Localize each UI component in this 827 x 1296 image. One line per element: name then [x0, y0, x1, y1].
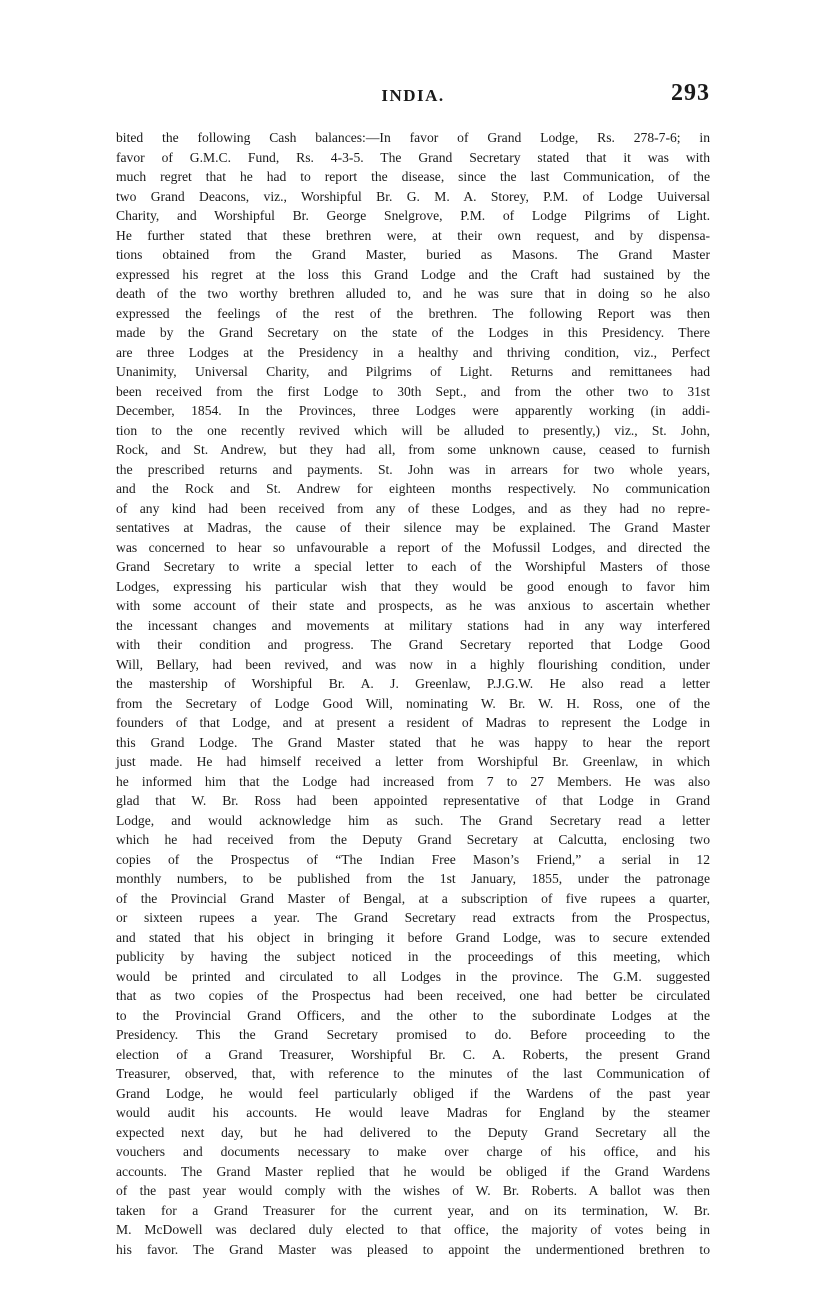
text-line: or sixteen rupees a year. The Grand Secretary read extracts from the Prospectus, — [116, 910, 710, 925]
text-line: M. McDowell was declared duly elected to that office, the majority of votes being in — [116, 1222, 710, 1237]
text-line: bited the following Cash balances:—In favor of Grand Lodge, Rs. 278-7-6; in — [116, 130, 710, 145]
text-line: expected next day, but he had delivered to the Deputy Grand Secretary all the — [116, 1124, 710, 1140]
text-line: just made. He had himself received a letter from Worshipful Br. Greenlaw, in which — [116, 754, 710, 769]
text-line: favor of G.M.C. Fund, Rs. 4-3-5. The Grand Secretary stated that it was with — [116, 149, 710, 165]
text-line: Will, Bellary, had been revived, and was now in a highly flourishing condition, under — [116, 656, 710, 672]
text-line: death of the two worthy brethren alluded to, and he was sure that in doing so he also — [116, 286, 710, 301]
text-line: are three Lodges at the Presidency in a healthy and thriving condition, viz., Perfect — [116, 344, 710, 360]
text-line: sentatives at Madras, the cause of their silence may be explained. The Grand Master — [116, 520, 710, 535]
text-line: monthly numbers, to be published from the 1st January, 1855, under the patronage — [116, 871, 710, 886]
text-line: copies of the Prospectus of “The Indian Free Mason’s Friend,” a serial in 12 — [116, 851, 710, 867]
text-line: which he had received from the Deputy Grand Secretary at Calcutta, enclosing two — [116, 832, 710, 847]
text-line: and stated that his object in bringing it before Grand Lodge, was to secure extended — [116, 929, 710, 945]
text-line: publicity by having the subject noticed in the proceedings of this meeting, which — [116, 949, 710, 964]
text-line: was concerned to hear so unfavourable a report of the Mofussil Lodges, and directed the — [116, 539, 710, 555]
text-line: He further stated that these brethren were, at their own request, and by dispensa- — [116, 227, 710, 243]
text-line: of the past year would comply with the wishes of W. Br. Roberts. A ballot was then — [116, 1183, 710, 1198]
text-line: Lodge, and would acknowledge him as such. The Grand Secretary read a letter — [116, 812, 710, 828]
text-line: the mastership of Worshipful Br. A. J. Greenlaw, P.J.G.W. He also read a letter — [116, 676, 710, 691]
text-line: Treasurer, observed, that, with reference to the minutes of the last Communication of — [116, 1066, 710, 1081]
text-line: glad that W. Br. Ross had been appointed representative of that Lodge in Grand — [116, 793, 710, 808]
text-line: to the Provincial Grand Officers, and the other to the subordinate Lodges at the — [116, 1007, 710, 1023]
text-line: expressed the feelings of the rest of the brethren. The following Report was then — [116, 305, 710, 321]
text-line: his favor. The Grand Master was pleased to appoint the undermentioned brethren to — [116, 1241, 710, 1257]
text-line: with some account of their state and prospects, as he was anxious to ascertain whether — [116, 598, 710, 613]
text-line: and the Rock and St. Andrew for eighteen months respectively. No communication — [116, 481, 710, 496]
text-line: election of a Grand Treasurer, Worshipful Br. C. A. Roberts, the present Grand — [116, 1046, 710, 1062]
text-line: of the Provincial Grand Master of Bengal, at a subscription of five rupees a quarter, — [116, 890, 710, 906]
text-line: been received from the first Lodge to 30th Sept., and from the other two to 31st — [116, 383, 710, 399]
text-line: Presidency. This the Grand Secretary promised to do. Before proceeding to the — [116, 1027, 710, 1042]
text-line: Rock, and St. Andrew, but they had all, from some unknown cause, ceased to furnish — [116, 442, 710, 457]
text-line: founders of that Lodge, and at present a resident of Madras to represent the Lodge in — [116, 715, 710, 730]
text-line: the incessant changes and movements at military stations had in any way interfered — [116, 617, 710, 633]
text-line: much regret that he had to report the disease, since the last Communication, of the — [116, 169, 710, 184]
text-line: of any kind had been received from any of these Lodges, and as they had no repre- — [116, 500, 710, 516]
page-number: 293 — [671, 80, 710, 106]
text-line: from the Secretary of Lodge Good Will, nominating W. Br. W. H. Ross, one of the — [116, 695, 710, 711]
text-line: two Grand Deacons, viz., Worshipful Br. G. M. A. Storey, P.M. of Lodge Uuiversal — [116, 188, 710, 204]
text-line: the prescribed returns and payments. St. John was in arrears for two whole years, — [116, 461, 710, 477]
running-title: INDIA. — [381, 86, 445, 105]
text-line: accounts. The Grand Master replied that he would be obliged if the Grand Wardens — [116, 1163, 710, 1179]
text-line: would be printed and circulated to all Lodges in the province. The G.M. suggested — [116, 968, 710, 984]
text-line: vouchers and documents necessary to make over charge of his office, and his — [116, 1144, 710, 1159]
book-page — [116, 80, 710, 1259]
running-head — [116, 80, 710, 114]
text-line: Grand Lodge, he would feel particularly obliged if the Wardens of the past year — [116, 1085, 710, 1101]
text-line: Charity, and Worshipful Br. George Snelgrove, P.M. of Lodge Pilgrims of Light. — [116, 208, 710, 223]
text-line: Unanimity, Universal Charity, and Pilgrims of Light. Returns and remittanees had — [116, 364, 710, 379]
text-line: would audit his accounts. He would leave Madras for England by the steamer — [116, 1105, 710, 1120]
text-line: Lodges, expressing his particular wish that they would be good enough to favor him — [116, 578, 710, 594]
text-line: that as two copies of the Prospectus had been received, one had better be circulated — [116, 988, 710, 1003]
body-paragraph — [116, 128, 710, 1259]
text-line: taken for a Grand Treasurer for the current year, and on its termination, W. Br. — [116, 1202, 710, 1218]
text-line: he informed him that the Lodge had increased from 7 to 27 Members. He was also — [116, 773, 710, 789]
text-line: December, 1854. In the Provinces, three Lodges were apparently working (in addi- — [116, 403, 710, 418]
text-line: with their condition and progress. The Grand Secretary reported that Lodge Good — [116, 637, 710, 652]
text-line: tion to the one recently revived which will be alluded to presently,) viz., St. John, — [116, 422, 710, 438]
text-line: Grand Secretary to write a special letter to each of the Worshipful Masters of those — [116, 559, 710, 574]
text-line: this Grand Lodge. The Grand Master stated that he was happy to hear the report — [116, 734, 710, 750]
text-line: expressed his regret at the loss this Grand Lodge and the Craft had sustained by the — [116, 266, 710, 282]
text-line: made by the Grand Secretary on the state of the Lodges in this Presidency. There — [116, 325, 710, 340]
text-line: tions obtained from the Grand Master, buried as Masons. The Grand Master — [116, 247, 710, 262]
